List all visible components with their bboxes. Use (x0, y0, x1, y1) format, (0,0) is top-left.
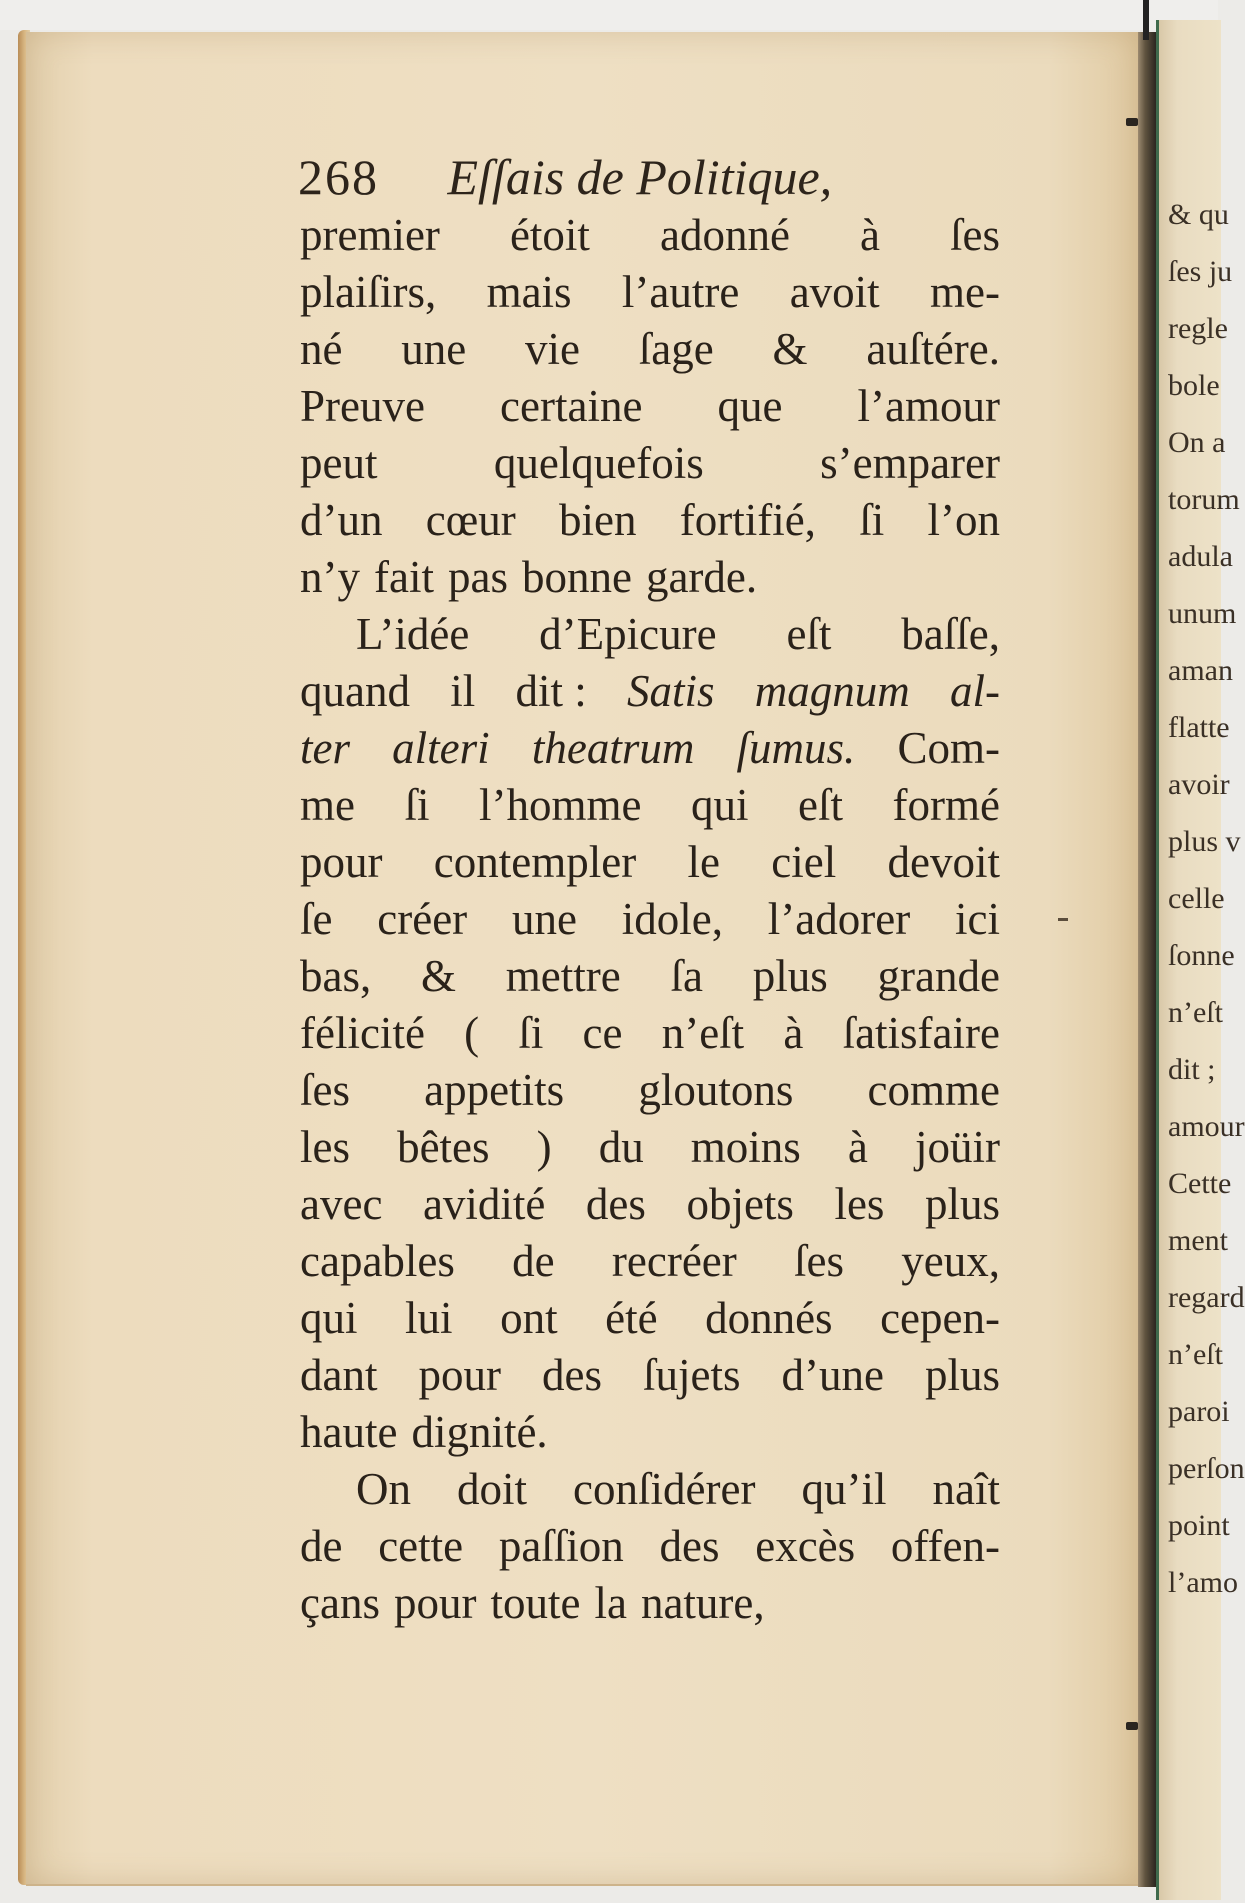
text-line (300, 549, 1000, 606)
word: ſage (638, 324, 714, 374)
facing-page-fragment: point (1168, 1509, 1230, 1542)
word: des (541, 1350, 602, 1400)
text-line (300, 777, 1000, 834)
text-line (300, 1176, 1000, 1233)
word: me- (930, 267, 1000, 317)
word: dignité. (411, 1407, 548, 1457)
word: ſumus. (736, 723, 856, 773)
word: il (450, 666, 476, 716)
word: cepen- (880, 1293, 1000, 1343)
text-line (300, 720, 1000, 777)
word: cœur (425, 495, 516, 545)
facing-page-fragment: torum (1168, 483, 1240, 516)
word: mais (486, 267, 572, 317)
paragraph (300, 207, 1000, 606)
text-line (300, 264, 1000, 321)
word: plus (924, 1179, 1000, 1229)
facing-page-fragment: plus v (1168, 825, 1241, 858)
word: pas (447, 552, 508, 602)
word: plaiſirs, (300, 267, 437, 317)
facing-page-fragment: n’eſt (1168, 996, 1223, 1029)
word: ont (500, 1293, 558, 1343)
word: cette (378, 1521, 464, 1571)
word: bonne (521, 552, 632, 602)
word: bien (559, 495, 637, 545)
word: d’Epicure (539, 609, 717, 659)
word: d’une (781, 1350, 884, 1400)
word: Com- (897, 723, 1000, 773)
margin-mark (1058, 918, 1068, 921)
word: doit (457, 1464, 528, 1514)
word: l’homme (479, 780, 642, 830)
word: recréer (611, 1236, 737, 1286)
text-line (300, 1347, 1000, 1404)
word: ter (300, 723, 350, 773)
word: naît (932, 1464, 1000, 1514)
facing-page-fragment: & qu (1168, 198, 1229, 231)
text-line (300, 1005, 1000, 1062)
word: n’eſt (661, 1008, 745, 1058)
facing-page-fragment: adula (1168, 540, 1233, 573)
text-line (300, 948, 1000, 1005)
word: haute (300, 1407, 398, 1457)
word: pour (393, 1578, 477, 1628)
facing-page-fragment: l’amo (1168, 1566, 1238, 1599)
word: eſt (786, 609, 832, 659)
word: avidité (422, 1179, 546, 1229)
word: ſatisfaire (842, 1008, 1000, 1058)
word: n’y (300, 552, 360, 602)
word: l’on (927, 495, 1000, 545)
word: yeux, (901, 1236, 1000, 1286)
facing-page-fragment: aman (1168, 654, 1233, 687)
page-number: 268 (298, 149, 379, 205)
facing-page-fragment: Cette (1168, 1167, 1232, 1200)
page-fold (1143, 0, 1149, 40)
word: theatrum (531, 723, 695, 773)
text-line (300, 321, 1000, 378)
word: étoit (509, 210, 590, 260)
word: plus (752, 951, 828, 1001)
text-line (300, 891, 1000, 948)
word: toute (490, 1578, 581, 1628)
word: été (605, 1293, 658, 1343)
word: al- (949, 666, 1000, 716)
word: la (594, 1578, 627, 1628)
word: une (401, 324, 467, 374)
word: ( (464, 1008, 480, 1058)
word: objets (686, 1179, 794, 1229)
word: félicité (300, 1008, 425, 1058)
word: me (300, 780, 355, 830)
facing-page-fragment: regard (1168, 1281, 1245, 1314)
word: moins (690, 1122, 801, 1172)
word: créer (377, 894, 468, 944)
facing-page-text (1168, 186, 1245, 1611)
word: s’emparer (820, 438, 1000, 488)
text-line (300, 1062, 1000, 1119)
word: ce (582, 1008, 623, 1058)
book-gutter (1138, 32, 1156, 1887)
word: l’amour (857, 381, 1000, 431)
word: auſtére. (866, 324, 1000, 374)
word: çans (300, 1578, 380, 1628)
word: fait (374, 552, 434, 602)
word: le (687, 837, 720, 887)
word: ciel (771, 837, 837, 887)
word: offen- (890, 1521, 1000, 1571)
word: l’adorer (767, 894, 911, 944)
word: à (783, 1008, 804, 1058)
text-line (300, 435, 1000, 492)
facing-page-fragment: flatte (1168, 711, 1230, 744)
binding-tie (1126, 118, 1138, 126)
facing-page-fragment: On a (1168, 426, 1226, 459)
word: quand (300, 666, 410, 716)
running-head (298, 148, 998, 206)
binding-tie (1126, 1722, 1138, 1730)
word: & (421, 951, 457, 1001)
word: adonné (659, 210, 790, 260)
word: bas, (300, 951, 372, 1001)
facing-page-fragment: ſonne (1168, 939, 1235, 972)
word: d’un (300, 495, 383, 545)
word: alteri (392, 723, 490, 773)
word: pour (300, 837, 383, 887)
word: du (598, 1122, 644, 1172)
word: des (659, 1521, 720, 1571)
word: que (717, 381, 783, 431)
text-line (300, 378, 1000, 435)
word: conſidérer (573, 1464, 756, 1514)
word: eſt (798, 780, 844, 830)
word: vie (525, 324, 581, 374)
text-line (300, 207, 1000, 264)
word: paſſion (498, 1521, 624, 1571)
word: lui (405, 1293, 453, 1343)
text-line (300, 834, 1000, 891)
word: à (859, 210, 880, 260)
word: gloutons (638, 1065, 794, 1115)
word: joüir (914, 1122, 1000, 1172)
text-line (300, 1119, 1000, 1176)
word: les (834, 1179, 885, 1229)
backdrop (0, 0, 1218, 30)
word: ſes (794, 1236, 845, 1286)
word: premier (300, 210, 440, 260)
facing-page-fragment: amour (1168, 1110, 1245, 1143)
text-line (300, 1461, 1000, 1518)
running-title: Eſſais de Politique, (447, 149, 833, 205)
word: quelquefois (493, 438, 704, 488)
word: qu’il (801, 1464, 887, 1514)
facing-page-fragment: ment (1168, 1224, 1228, 1257)
word: dant (300, 1350, 378, 1400)
word: ſa (670, 951, 703, 1001)
word: & (772, 324, 808, 374)
word: l’autre (621, 267, 740, 317)
word: appetits (424, 1065, 565, 1115)
word: ſe (300, 894, 333, 944)
word: On (356, 1464, 411, 1514)
word: formé (892, 780, 1000, 830)
text-line (300, 1575, 1000, 1632)
facing-page-fragment: avoir (1168, 768, 1230, 801)
paragraph (300, 1461, 1000, 1632)
word: des (585, 1179, 646, 1229)
word: ) (536, 1122, 552, 1172)
word: né (300, 324, 343, 374)
word: garde. (645, 552, 758, 602)
word: ſes (949, 210, 1000, 260)
facing-page-fragment: n’eſt (1168, 1338, 1223, 1371)
word: mettre (505, 951, 621, 1001)
word: capables (300, 1236, 455, 1286)
word: devoit (887, 837, 1000, 887)
word: pour (418, 1350, 501, 1400)
text-line (300, 606, 1000, 663)
word: Preuve (300, 381, 425, 431)
facing-page-fragment: perſon (1168, 1452, 1245, 1485)
word: certaine (500, 381, 643, 431)
word: comme (867, 1065, 1000, 1115)
word: dit : (515, 666, 587, 716)
word: les (300, 1122, 350, 1172)
word: magnum (754, 666, 910, 716)
word: peut (300, 438, 378, 488)
facing-page-fragment: bole (1168, 369, 1220, 402)
paragraph (300, 606, 1000, 1461)
facing-page-fragment: paroi (1168, 1395, 1230, 1428)
word: à (847, 1122, 868, 1172)
text-line (300, 1518, 1000, 1575)
word: donnés (705, 1293, 833, 1343)
text-line (300, 1233, 1000, 1290)
word: nature, (640, 1578, 765, 1628)
word: ſes (300, 1065, 350, 1115)
word: de (512, 1236, 555, 1286)
word: excès (755, 1521, 856, 1571)
text-line (300, 663, 1000, 720)
word: avoit (789, 267, 880, 317)
word: bêtes (397, 1122, 490, 1172)
facing-page-fragment: dit ; (1168, 1053, 1216, 1086)
word: qui (300, 1293, 358, 1343)
word: Satis (626, 666, 715, 716)
facing-page-fragment: celle (1168, 882, 1225, 915)
word: une (511, 894, 577, 944)
word: de (300, 1521, 343, 1571)
text-line (300, 1404, 1000, 1461)
word: ici (954, 894, 1000, 944)
word: ſi (859, 495, 885, 545)
word: fortifié, (679, 495, 816, 545)
word: avec (300, 1179, 383, 1229)
facing-page-fragment: unum (1168, 597, 1237, 630)
page-body-text (300, 207, 1000, 1632)
word: baſſe, (901, 609, 1000, 659)
word: ſujets (642, 1350, 741, 1400)
word: idole, (621, 894, 723, 944)
text-line (300, 492, 1000, 549)
word: grande (877, 951, 1000, 1001)
facing-page-fragment: ſes ju (1168, 255, 1233, 288)
text-line (300, 1290, 1000, 1347)
word: L’idée (356, 609, 470, 659)
word: plus (924, 1350, 1000, 1400)
facing-page-fragment: regle (1168, 312, 1228, 345)
word: ſi (518, 1008, 544, 1058)
word: qui (691, 780, 749, 830)
word: contempler (433, 837, 637, 887)
word: ſi (404, 780, 430, 830)
